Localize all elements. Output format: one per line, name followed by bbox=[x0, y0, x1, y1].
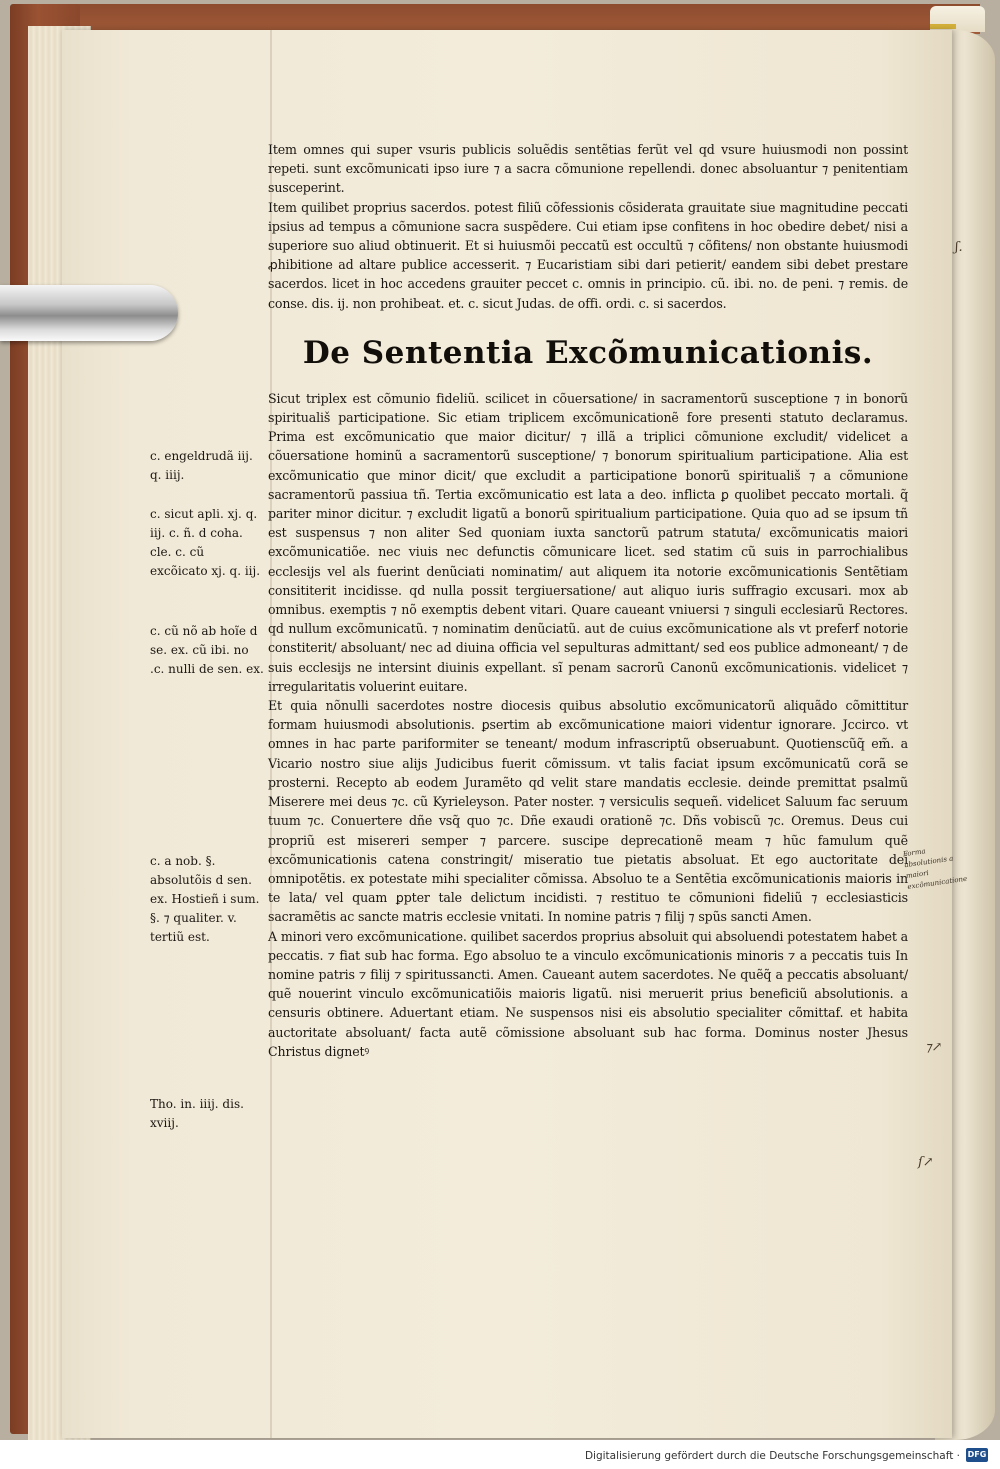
margin-note: Tho. in. iiij. dis. xviij. bbox=[150, 1097, 244, 1130]
margin-note: c. cũ nõ ab hoĩe d se. ex. cũ ibi. no .c. nulli de sen. ex. bbox=[150, 624, 264, 676]
dfg-logo: DFG bbox=[966, 1448, 988, 1462]
margin-note: c. sicut apli. xj. q. iij. c. ñ. d coha. cle. c. cũ excõicato xj. q. iij. bbox=[150, 507, 261, 578]
margin-note: c. engeldrudã iij. q. iiij. bbox=[150, 449, 253, 482]
margin-mark-glyph: ſ↗ bbox=[918, 1155, 934, 1170]
paragraph-triplex: Sicut triplex est cõmunio fideliũ. scilicet in cõuersatione/ in sacramentorũ susceptione ⁊ in bonorũ spirituališ participatione. Sic etiam triplicem excõmunicationẽ fore presenti statuto declaramus. Prima est excõmunicatio que maior dicitur/ ⁊ illã a triplici cõmunione excludit/ videlicet a cõuersatione hominũ a sacramentorũ susceptione/ ⁊ bonorum spiritualium participatione. Alia est excõmunicatio que minor dicit/ que excludit a participatione bonorũ spirituališ ⁊ a cõmunione sacramentorũ passiua tñ. Tertia excõmunicatio est lata a deo. inflicta ꝑ quolibet peccato mortali. q̃ pariter minor dicitur. ⁊ excludit ligatũ a bonorũ spiritualium participatione. Quia quo ad se ipsum tñ est suspensus ⁊ non aliter Sed quoniam iuxta sanctorũ patrum statuta/ excõmunicatis maiori excõmunicatiõe. nec viuis nec defunctis cõmunicare licet. sed statim cũ suis in parrochialibus ecclesijs vel als fuerint denũciati nominatim/ aut aliquem ita notorie excõmunicationis Sentẽtiam consititerit incidisse. qd nulla possit tergiuersatione/ aut aliquo iuris suffragio excusari. mox ab omnibus. exemptis ⁊ nõ exemptis debent vitari. Quare caueant vniuersi ⁊ singuli ecclesiarũ Rectores. qd nullum excõmunicatũ. ⁊ nominatim denũciatũ. aut de cuius excõmunicatione als vt preferf notorie constiterit/ absoluant/ nec ad diuina officia vel sepulturas admittant/ sed eos publice admoneant/ ⁊ de suis ecclesijs ne intersint diuinis expellant. sĩ penam sacrorũ Canonũ excõmunicationis. videlicet ⁊ irregularitatis voluerint euitare. bbox=[268, 390, 908, 694]
funding-credit: Digitalisierung gefördert durch die Deutsche Forschungsgemeinschaft · bbox=[584, 1450, 960, 1462]
section-heading: De Sententia Excõmunicationis. bbox=[302, 334, 874, 371]
margin-note: c. a nob. §. absolutõis d sen. ex. Hostieñ i sum. §. ⁊ qualiter. v. tertiũ est. bbox=[150, 854, 260, 944]
paragraph-absolution-form: Et quia nõnulli sacerdotes nostre diocesis quibus absolutio excõmunicatorũ aliquãdo cõmittitur formam huiusmodi absolutionis. ꝑsertim ab excõmunicatione maiori videntur ignorare. Jccirco. vt omnes in hac parte pariformiter se teneant/ modum infrascriptũ obseruabunt. Quotienscũq̃ em̃. a Vicario nostro siue alijs Judicibus fuerit cõmissum. vt talis faciat ipsum excõmunicatũ corã se prosterni. Recepto ab eodem Juramẽto qd velit stare mandatis ecclesie. deinde premittat psalmũ Miserere mei deus ⁊c. cũ Kyrieleyson. Pater noster. ⁊ versiculis sequeñ. videlicet Saluum fac seruum tuum ⁊c. Conuertere dñe vsq̃ quo ⁊c. Dñe exaudi orationẽ ⁊c. Dñs vobiscũ ⁊c. Oremus. Deus cui propriũ est misereri semper ⁊ parcere. suscipe deprecationẽ meam ⁊ hũc famulum quẽ excõmunicationis catena constringit/ miseratio tue pietatis absoluat. Et ego auctoritate dei omnipotẽtis. ex potestate mihi specialiter cõmissa. Absoluo te a Sentẽtia excõmunicationis maioris in te lata/ vel quam ꝑpter tale delictum incidisti. ⁊ restituo te cõmunioni fideliũ ⁊ ecclesiasticis sacramẽtis ac sancte matris ecclesie vnitati. In nomine patris ⁊ filij ⁊ spũs sancti Amen. bbox=[268, 698, 908, 925]
handwritten-annotation: Forma absolutionis a maiori excõmunicatione bbox=[902, 847, 968, 891]
paragraph-confession: Item quilibet proprius sacerdos. potest filiũ cõfessionis cõsiderata grauitate siue magnitudine peccati ipsius ad tempus a cõmunione sacra suspẽdere. Cui etiam ipse confitens in hoc obedire debet/ nisi a superiore suo aliud obtinuerit. Et si huiusmõi peccatũ est occultũ ⁊ cõfitens/ non obstante huiusmodi ꝓhibitione ad altare publice accesserit. ⁊ Eucaristiam sibi dari petierit/ eandem sibi debet prestare sacerdos. licet in hoc accedens grauiter peccet c. omnis in principio. cũ. ibi. no. de peni. ⁊ remis. de conse. dis. ij. non prohibeat. et. c. sicut Judas. de offi. ordi. c. si sacerdos. bbox=[268, 199, 908, 311]
paragraph-minor-excommunication: A minori vero excõmunicatione. quilibet sacerdos proprius absoluit qui absoluendi potestatem habet a peccatis. ⁊ fiat sub hac forma. Ego absoluo te a vinculo excõmunicationis minoris ⁊ a peccatis tuis In nomine patris ⁊ filij ⁊ spiritussancti. Amen. Caueant autem sacerdotes. Ne quẽq̃ a peccatis absoluant/ quẽ nouerint vinculo excõmunicatiõis maioris ligatũ. nisi meruerit prius beneficiũ absolutionis. a censuris obtinere. Aduertant etiam. Ne suspensos nisi eis absolutio specialiter cõmittaf. et habita auctoritate absoluant/ facta autẽ cõmissione absoluant sub hac forma. Dominus noster Jhesus Christus dignetꝰ bbox=[268, 928, 908, 1059]
margin-mark-glyph: ʃ. bbox=[955, 240, 963, 255]
page-weight-bar bbox=[0, 285, 178, 341]
margin-mark-glyph: ⁊↗ bbox=[925, 1040, 943, 1055]
paragraph-usury: Item omnes qui super vsuris publicis soluẽdis sentẽtias ferũt vel qd vsure huiusmodi non possint repeti. sunt excõmunicati ipso iure ⁊ a sacra cõmunione repellendi. donec absoluantur ⁊ penitentiam susceperint. bbox=[268, 142, 908, 196]
color-marker bbox=[930, 24, 956, 29]
footer-bar bbox=[0, 1440, 1000, 1469]
main-text-column bbox=[268, 140, 908, 1061]
